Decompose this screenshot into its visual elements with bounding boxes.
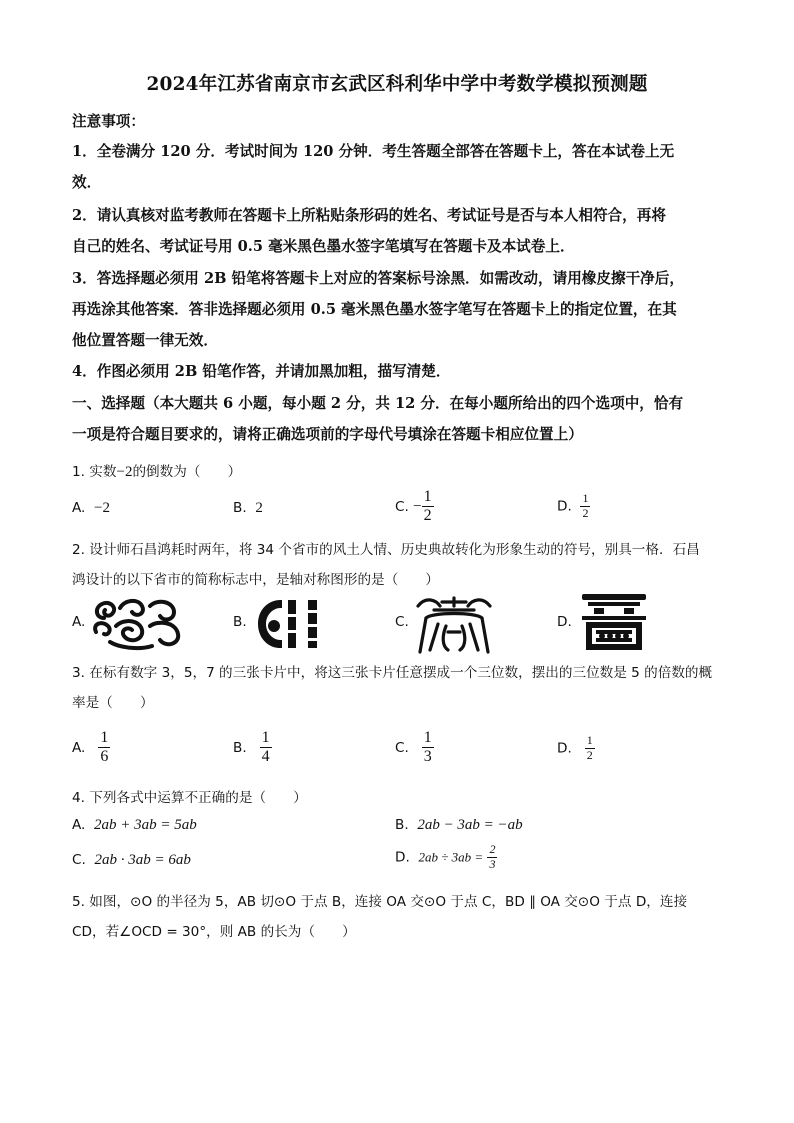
q1-option-a[interactable]: A. −2 bbox=[72, 500, 111, 516]
note-line: 1．全卷满分 120 分．考试时间为 120 分钟．考生答题全部答在答题卡上，答在本试卷上无 bbox=[72, 143, 675, 160]
notes-heading: 注意事项： bbox=[72, 113, 145, 130]
q3-option-c[interactable]: C. $\frac{1}{3}$ bbox=[395, 729, 432, 766]
q4-option-b[interactable]: B. 2ab − 3ab = −ab bbox=[395, 817, 523, 833]
note-line: 4．作图必须用 2B 铅笔作答，并请加黑加粗，描写清楚． bbox=[72, 363, 451, 380]
question-1-stem: 1. 实数−2的倒数为（ ） bbox=[72, 464, 242, 480]
q1-option-c[interactable]: C. − $\frac{1}{2}$ bbox=[395, 488, 432, 525]
question-2-stem-cont: 鸿设计的以下省市的简称标志中，是轴对称图形的是（ ） bbox=[72, 572, 440, 588]
section-heading-cont: 一项是符合题目要求的，请将正确选项前的字母代号填涂在答题卡相应位置上） bbox=[72, 426, 583, 443]
q3-option-b[interactable]: B. $\frac{1}{4}$ bbox=[233, 729, 270, 766]
note-line: 他位置答题一律无效． bbox=[72, 332, 218, 349]
q3-option-a[interactable]: A. $\frac{1}{6}$ bbox=[72, 729, 109, 766]
question-4-stem: 4. 下列各式中运算不正确的是（ ） bbox=[72, 790, 307, 806]
q4-option-a[interactable]: A. 2ab + 3ab = 5ab bbox=[72, 817, 197, 833]
question-5-stem: 5. 如图，⊙O 的半径为 5，AB 切⊙O 于点 B，连接 OA 交⊙O 于点 C，BD ∥ OA 交⊙O 于点 D，连接 bbox=[72, 894, 688, 910]
bamboo-logo-icon bbox=[252, 594, 332, 652]
question-3-stem: 3. 在标有数字 3，5，7 的三张卡片中，将这三张卡片任意摆成一个三位数，摆出的三位数是 5 的倍数的概 bbox=[72, 665, 713, 681]
section-heading: 一、选择题（本大题共 6 小题，每小题 2 分，共 12 分．在每小题所给出的四个选项中，恰有 bbox=[72, 395, 684, 412]
q2-option-a-label[interactable]: A. bbox=[72, 614, 86, 630]
q4-option-c[interactable]: C. 2ab · 3ab = 6ab bbox=[72, 852, 191, 868]
note-line: 效． bbox=[72, 174, 102, 191]
abacus-logo-icon bbox=[578, 592, 650, 654]
q4-option-d[interactable]: D. 2ab ÷ 3ab = $\frac{2}{3}$ bbox=[395, 842, 496, 871]
q1-option-d[interactable]: D. $\frac{1}{2}$ bbox=[557, 491, 589, 520]
question-5-stem-cont: CD，若∠OCD = 30°，则 AB 的长为（ ） bbox=[72, 924, 356, 940]
note-line: 3．答选择题必须用 2B 铅笔将答题卡上对应的答案标号涂黑．如需改动，请用橡皮擦干净后， bbox=[72, 270, 684, 287]
q3-option-d[interactable]: D. $\frac{1}{2}$ bbox=[557, 733, 593, 762]
q1-option-b[interactable]: B. 2 bbox=[233, 500, 263, 516]
q2-option-d-label[interactable]: D. bbox=[557, 614, 572, 630]
cloud-logo-icon bbox=[90, 596, 186, 652]
q2-option-c-label[interactable]: C. bbox=[395, 614, 409, 630]
question-3-stem-cont: 率是（ ） bbox=[72, 695, 154, 711]
question-2-stem: 2. 设计师石昌鸿耗时两年，将 34 个省市的风土人情、历史典故转化为形象生动的符号，别具一格．石昌 bbox=[72, 542, 700, 558]
pavilion-logo-icon bbox=[412, 592, 496, 654]
page-title: 2024年江苏省南京市玄武区科利华中学中考数学模拟预测题 bbox=[146, 74, 648, 95]
note-line: 2．请认真核对监考教师在答题卡上所粘贴条形码的姓名、考试证号是否与本人相符合，再将 bbox=[72, 207, 666, 224]
note-line: 再选涂其他答案．答非选择题必须用 0.5 毫米黑色墨水签字笔写在答题卡上的指定位置，在其 bbox=[72, 301, 677, 318]
note-line: 自己的姓名、考试证号用 0.5 毫米黑色墨水签字笔填写在答题卡及本试卷上． bbox=[72, 238, 575, 255]
q2-option-b-label[interactable]: B. bbox=[233, 614, 247, 630]
